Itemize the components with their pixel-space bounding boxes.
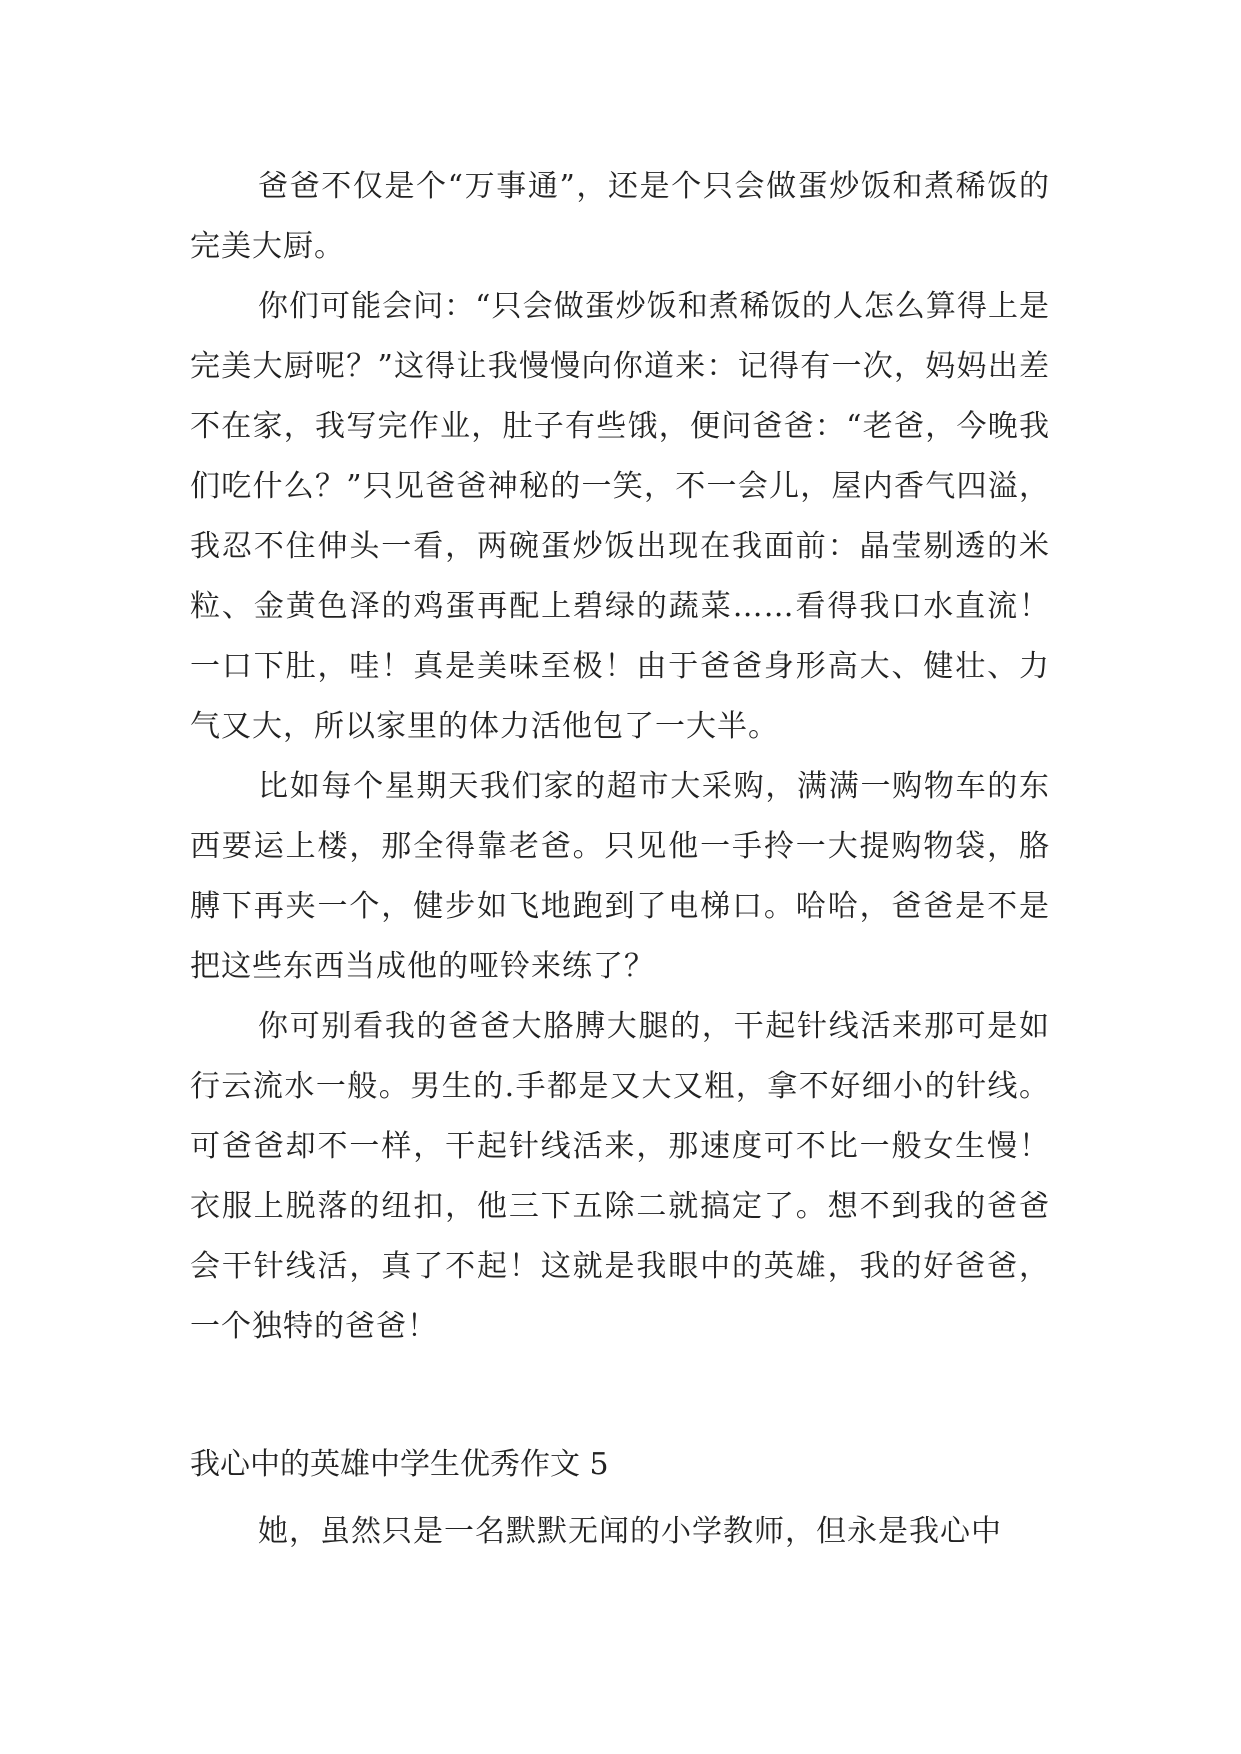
paragraph-3: 比如每个星期天我们家的超市大采购，满满一购物车的东西要运上楼，那全得靠老爸。只见他一手拎一大提购物袋，胳膊下再夹一个，健步如飞地跑到了电梯口。哈哈，爸爸是不是把这些东西当成他的哑铃来练了？ bbox=[190, 769, 1050, 984]
section-paragraph-1: 她，虽然只是一名默默无闻的小学教师，但永是我心中 bbox=[258, 1514, 1002, 1549]
section-title: 我心中的英雄中学生优秀作文 5 bbox=[190, 1447, 609, 1482]
paragraph-2: 你们可能会问：“只会做蛋炒饭和煮稀饭的人怎么算得上是完美大厨呢？”这得让我慢慢向你道来：记得有一次，妈妈出差不在家，我写完作业，肚子有些饿，便问爸爸：“老爸，今晚我们吃什么？”只见爸爸神秘的一笑，不一会儿，屋内香气四溢，我忍不住伸头一看，两碗蛋炒饭出现在我面前：晶莹剔透的米粒、金黄色泽的鸡蛋再配上碧绿的蔬菜……看得我口水直流！一口下肚，哇！真是美味至极！由于爸爸身形高大、健壮、力气又大，所以家里的体力活他包了一大半。 bbox=[190, 289, 1050, 744]
paragraph-1: 爸爸不仅是个“万事通”，还是个只会做蛋炒饭和煮稀饭的完美大厨。 bbox=[190, 169, 1050, 264]
section-body bbox=[190, 1502, 1050, 1562]
essay-body bbox=[190, 157, 1050, 1357]
paragraph-4: 你可别看我的爸爸大胳膊大腿的，干起针线活来那可是如行云流水一般。男生的.手都是又大又粗，拿不好细小的针线。可爸爸却不一样，干起针线活来，那速度可不比一般女生慢！衣服上脱落的纽扣，他三下五除二就搞定了。想不到我的爸爸会干针线活，真了不起！这就是我眼中的英雄，我的好爸爸，一个独特的爸爸！ bbox=[190, 1009, 1050, 1344]
